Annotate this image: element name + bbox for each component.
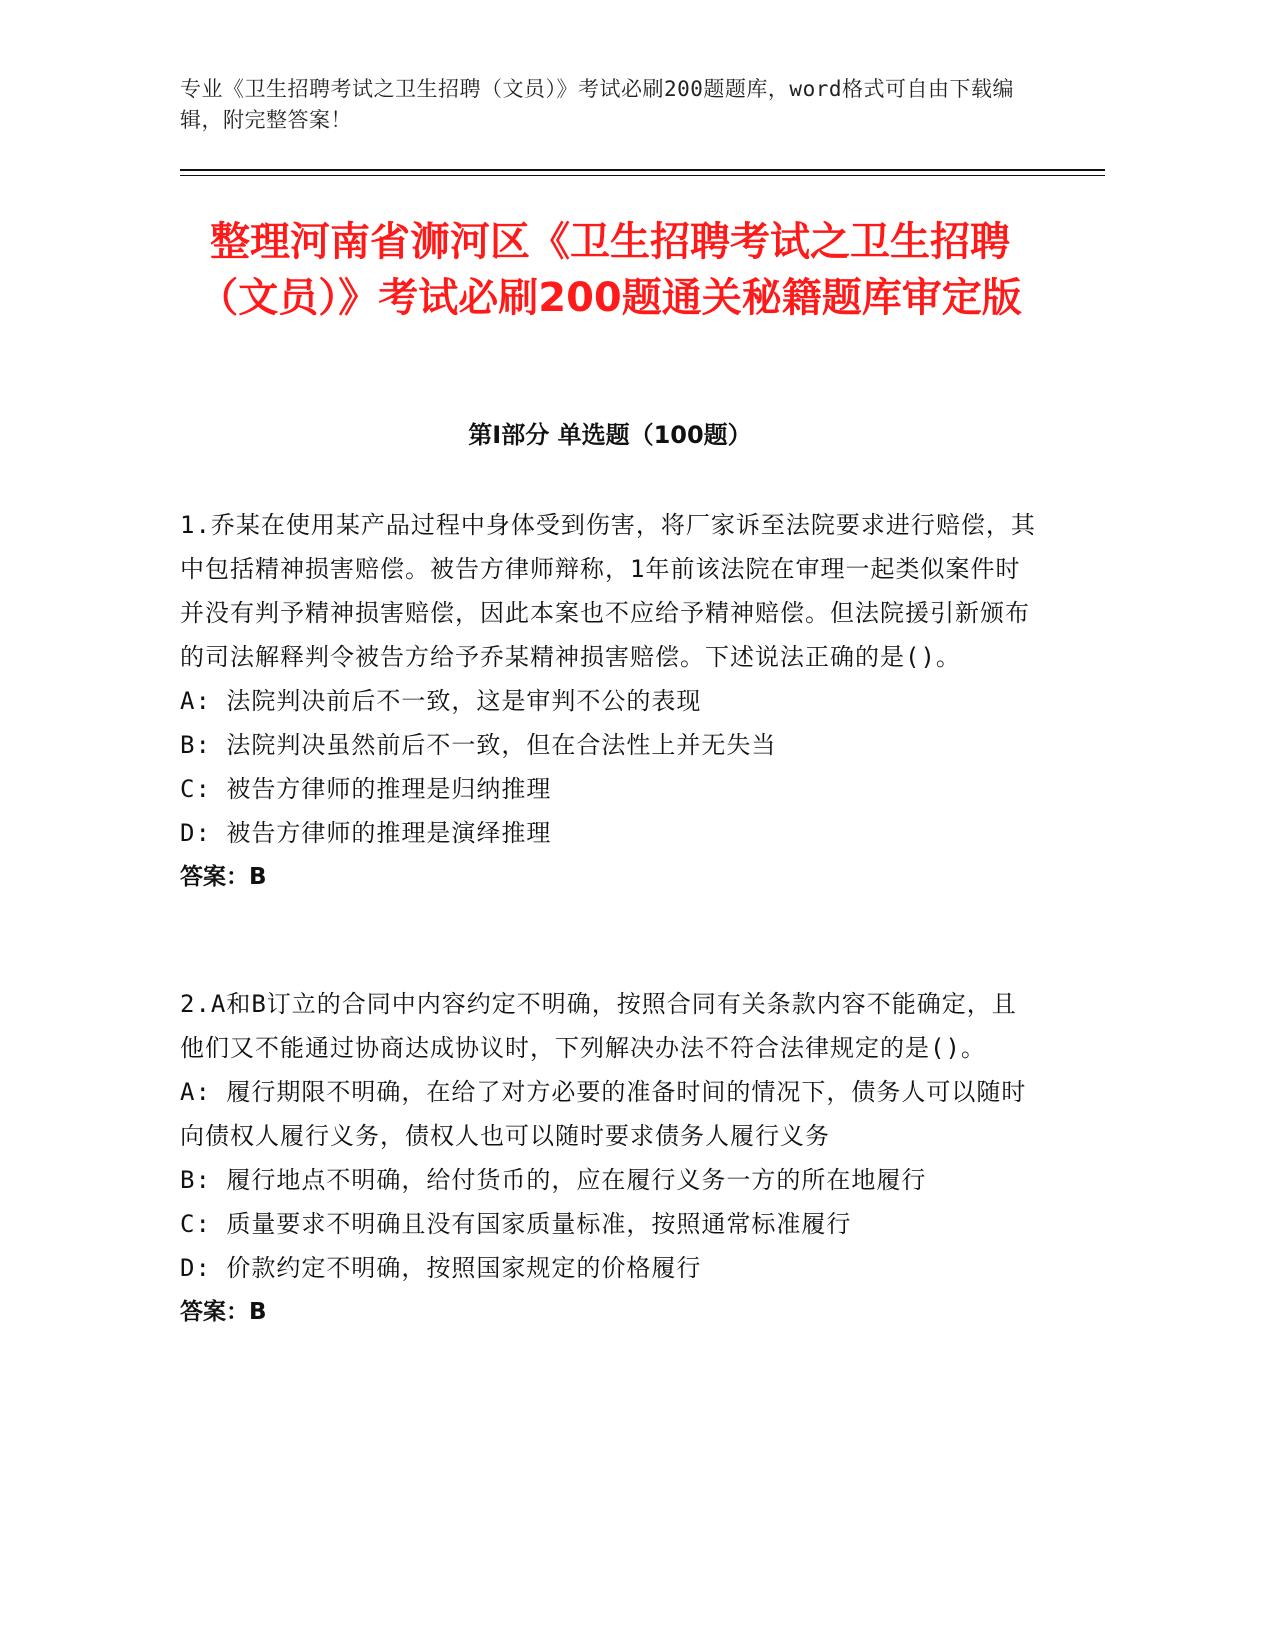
- document-title: 整理河南省浉河区《卫生招聘考试之卫生招聘（文员）》考试必刷200题通关秘籍题库审定版: [198, 219, 1022, 321]
- option-c: C: 质量要求不明确且没有国家质量标准，按照通常标准履行: [180, 1210, 852, 1238]
- header-note: 专业《卫生招聘考试之卫生招聘（文员）》考试必刷200题题库，word格式可自由下载编辑，附完整答案！: [180, 77, 1014, 132]
- option-b: B: 法院判决虽然前后不一致，但在合法性上并无失当: [180, 731, 777, 759]
- question-2: [180, 982, 1040, 1334]
- option-a: A: 履行期限不明确，在给了对方必要的准备时间的情况下，债务人可以随时向债权人履行义务，债权人也可以随时要求债务人履行义务: [180, 1078, 1027, 1150]
- header-rule-thin: [180, 175, 1105, 176]
- question-stem: 1.乔某在使用某产品过程中身体受到伤害，将厂家诉至法院要求进行赔偿，其中包括精神损害赔偿。被告方律师辩称，1年前该法院在审理一起类似案件时并没有判予精神损害赔偿，因此本案也不应给予精神赔偿。但法院援引新颁布的司法解释判令被告方给予乔某精神损害赔偿。下述说法正确的是()。: [180, 511, 1036, 671]
- option-b: B: 履行地点不明确，给付货币的，应在履行义务一方的所在地履行: [180, 1166, 927, 1194]
- answer: 答案：B: [180, 864, 267, 890]
- option-a: A: 法院判决前后不一致，这是审判不公的表现: [180, 687, 702, 715]
- question-stem: 2.A和B订立的合同中内容约定不明确，按照合同有关条款内容不能确定，且他们又不能通过协商达成协议时，下列解决办法不符合法律规定的是()。: [180, 990, 1017, 1062]
- answer: 答案：B: [180, 1299, 267, 1325]
- question-1: [180, 503, 1040, 899]
- option-d: D: 被告方律师的推理是演绎推理: [180, 819, 552, 847]
- header-rule-thick: [180, 169, 1105, 171]
- option-d: D: 价款约定不明确，按照国家规定的价格履行: [180, 1254, 702, 1282]
- option-c: C: 被告方律师的推理是归纳推理: [180, 775, 552, 803]
- section-heading: 第I部分 单选题（100题）: [468, 421, 752, 449]
